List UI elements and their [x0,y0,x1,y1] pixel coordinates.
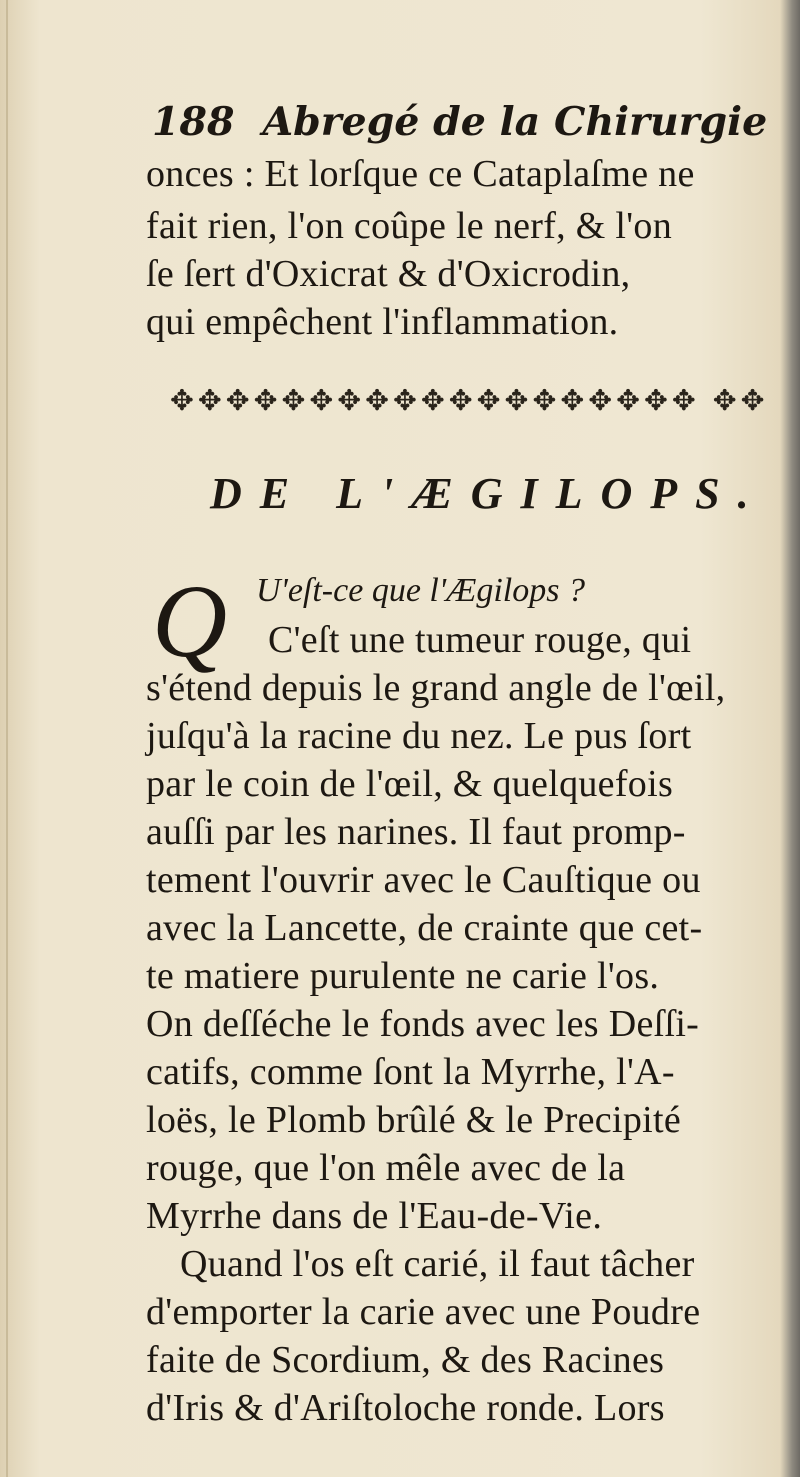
section-title: DE L'ÆGILOPS. [210,469,767,518]
text-line: rouge, que l'on mêle avec de la [146,1147,626,1189]
page-number: 188 [152,99,235,145]
text-line: juſqu'à la racine du nez. Le pus ſort [146,715,692,757]
text-line: C'eſt une tumeur rouge, qui [268,619,692,661]
text-line: Myrrhe dans de l'Eau-de-Vie. [146,1195,603,1237]
text-line: catifs, comme ſont la Myrrhe, l'A- [146,1051,675,1093]
text-line: tement l'ouvrir avec le Cauſtique ou [146,859,701,901]
decorative-ornament-band: ✥✥✥✥✥✥✥✥✥✥✥✥✥✥✥✥✥✥✥ ✥✥ [170,384,769,417]
text-line: fait rien, l'on coûpe le nerf, & l'on [146,205,673,247]
text-line: s'étend depuis le grand angle de l'œil, [146,667,726,709]
question-heading: U'eſt-ce que l'Ægilops ? [256,572,585,609]
running-header [152,92,772,152]
text-line: te matiere purulente ne carie l'os. [146,955,660,997]
text-line: ſe ſert d'Oxicrat & d'Oxicrodin, [146,253,631,295]
text-line: On deſſéche le fonds avec les Deſſi- [146,1003,700,1045]
text-line: d'Iris & d'Ariſtoloche ronde. Lors [146,1387,665,1429]
drop-cap: Q [152,564,228,679]
text-line: loës, le Plomb brûlé & le Precipité [146,1099,682,1141]
text-line: d'emporter la carie avec une Poudre [146,1291,701,1333]
text-line: par le coin de l'œil, & quelquefois [146,763,674,805]
text-line: onces : Et lorſque ce Cataplaſme ne [146,153,695,195]
text-line: Quand l'os eſt carié, il faut tâcher [180,1243,695,1285]
text-line: auſſi par les narines. Il faut promp- [146,811,686,853]
page-gutter [6,0,8,1477]
text-line: qui empêchent l'inflammation. [146,301,619,343]
text-line: faite de Scordium, & des Racines [146,1339,665,1381]
running-title: Abregé de la Chirurgie [262,99,768,145]
text-line: avec la Lancette, de crainte que cet- [146,907,703,949]
